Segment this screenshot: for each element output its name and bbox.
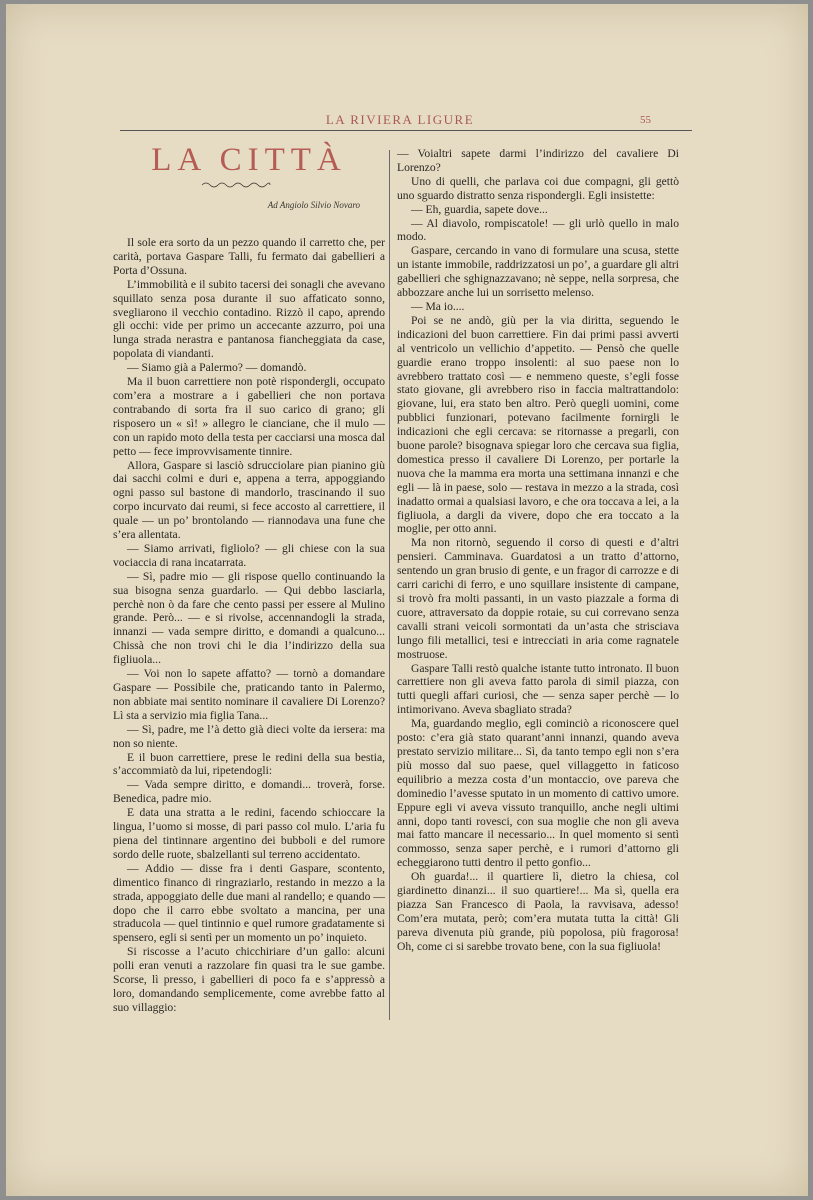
paragraph: — Voi non lo sapete affatto? — tornò a domandare Gaspare — Possibile che, praticando tanto in Palermo, non abbiate mai sentito nominare il cavaliere Di Lorenzo? Lì sta a servizio mia figlia Tana... <box>113 667 385 722</box>
paragraph: — Siamo già a Palermo? — domandò. <box>127 361 307 375</box>
paragraph: Uno di quelli, che parlava coi due compagni, gli gettò uno sguardo distratto senza rispondergli. Egli insistette: <box>397 174 679 202</box>
paragraph: E il buon carrettiere, prese le redini della sua bestia, s’accommiatò da lui, ripetendogli: <box>113 750 385 778</box>
page-number: 55 <box>640 114 651 126</box>
paragraph: — Addio — disse fra i denti Gaspare, scontento, dimentico financo di ringraziarlo, restando in mezzo a la strada, appoggiato delle due mani al randello; e quando — dopo che il carro ebbe svoltato a mancina, per una straducola — quel tintinnio e quel rumore gradatamente si spensero, egli si sentì per un momento un po’ inquieto. <box>113 861 385 945</box>
paragraph: Il sole era sorto da un pezzo quando il carretto che, per carità, portava Gaspare Talli, fu fermato dai gabellieri a Porta d’Ossuna. <box>113 236 385 277</box>
paragraph: — Vada sempre diritto, e domandi... troverà, forse. Benedica, padre mio. <box>113 778 385 806</box>
paragraph: Gaspare, cercando in vano di formulare una scusa, stette un istante immobile, raddrizzatosi un po’, a guardare gli altri gabellieri che sghignazzavano; nè seppe, nella sorpresa, che abbozzare anche lui un sorrisetto melenso. <box>397 244 679 300</box>
paragraph: Si riscosse a l’acuto chicchiriare d’un gallo: alcuni polli eran venuti a razzolare fin quasi tra le sue gambe. Scorse, lì presso, i gabellieri di poco fa e s’appressò a loro, domandando semplicemente, come avrebbe fatto al suo villaggio: <box>113 945 385 1014</box>
paragraph: Allora, Gaspare si lasciò sdrucciolare pian pianino giù dai sacchi colmi e duri e, appena a terra, appoggiando ogni passo sul bastone di mandorlo, trascinando il suo corpo incurvato dai reumi, si fece accosto al carrettiere, il quale — un po’ brontolando — riannodava una fune che s’era allentata. <box>113 458 385 542</box>
paragraph: E data una stratta a le redini, facendo schioccare la lingua, l’uomo si mosse, di pari passo col mulo. L’aria fu piena del tintinnare argentino dei bubboli e del rumore sordo delle ruote, sbalzellanti sul terreno accidentato. <box>113 806 385 861</box>
header-rule <box>120 130 692 131</box>
paragraph: — Sì, padre mio — gli rispose quello continuando la sua bisogna senza guardarlo. — Qui debbo lasciarla, perchè non ò da fare che cento passi per essere al Mulino grande. Però... — e si rivolse, accennandogli la strada, innanzi — vada sempre diritto, e domandi a qualcuno... Chissà che non trovi chi le dia l’indirizzo della sua figliuola... <box>113 569 385 667</box>
title-ornament <box>200 180 272 190</box>
paragraph: Ma non ritornò, seguendo il corso di questi e d’altri pensieri. Camminava. Guardatosi a un tratto d’attorno, sentendo un gran brusio di gente, e un fragor di carrozze e di carri carichi di ferro, e uno squillare insistente di campane, si trovò fra molti passanti, in un vasto piazzale a forma di cuore, attraversato da doppie rotaie, su cui correvano senza cavalli strani veicoli sormontati da un’asta che strisciava lungo fili metallici, tesi e intrecciati in aria come ragnatele mostruose. <box>397 536 679 661</box>
paragraph: L’immobilità e il subito tacersi dei sonagli che avevano squillato senza posa durante il suo affaticato sonno, svegliarono il vecchio contadino. Rizzò il capo, aprendo gli occhi: vide per primo un accecante azzurro, poi una lunga strada nerastra e pantanosa fiancheggiata da case, popolata di viandanti. <box>113 277 385 361</box>
paragraph: — Eh, guardia, sapete dove... <box>411 202 548 216</box>
right-column <box>397 147 679 954</box>
paragraph: Gaspare Talli restò qualche istante tutto intronato. Il buon carrettiere non gli aveva fatto parola di simil piazza, con tutti quegli affari curiosi, che — senza saper perchè — lo intimorivano. Aveva sbagliato strada? <box>397 661 679 717</box>
paragraph: Ma il buon carrettiere non potè rispondergli, occupato com’era a mostrare a i gabellieri che non portava contrabando di sorta fra il suo carico di grano; gli risposero un « sì! » allegro le ciancianе, che il mulo — con un rapido moto della testa per cacciarsi una mosca dal petto — fece improvvisamente tinnire. <box>113 375 385 458</box>
column-divider <box>389 150 390 1020</box>
paragraph: — Voialtri sapete darmi l’indirizzo del cavaliere Di Lorenzo? <box>397 147 679 174</box>
paragraph: Ma, guardando meglio, egli cominciò a riconoscere quel posto: c’era già stato quarant’anni innanzi, quando aveva prestato servizio militare... Sì, da tanto tempo egli non s’era più mosso dal suo paese, quel villaggetto in faticoso equilibrio a mezza costa d’un montaccio, ove pareva che dominedio l’avesse sputato in un momento di cattivo umore. Eppure egli vi aveva vissuto tranquillo, anche negli ultimi anni, dopo tanti rovesci, con sua moglie che non gli aveva mai fatto mancare il necessario... In quel momento si sentì commosso, senza saper perchè, e i rumori d’attorno gli echeggiarono tutti dentro il petto gonfio... <box>397 717 679 870</box>
running-title: LA RIVIERA LIGURE <box>325 112 475 127</box>
left-column <box>113 236 385 1015</box>
paragraph: — Ma io.... <box>411 299 465 313</box>
paragraph: Poi se ne andò, giù per la via diritta, seguendo le indicazioni del buon carrettiere. Fin dai primi passi avverti al ventricolo un vellichio d’appetito. — Pensò che quelle guardie erano troppo insolenti: al suo paese non lo avrebbero trattato così — e nemmeno queste, s’egli fosse stato giovane, gli avrebbero riso in faccia maltrattandolo: giovane, lui, era stato ben altro. Però quegli uomini, come pubblici funzionari, potevano facilmente fornirgli le indicazioni che egli cercava: se ritornasse a pregarli, con buone parole? bisognava spiegar loro che cercava sua figlia, domestica presso il cavaliere Di Lorenzo, per portarle la nuova che la mamma era morta una settimana innanzi e che egli — là in paese, solo — restava in mezzo a la strada, così inadatto ormai a qualsiasi lavoro, e che ora toccava a lei, a la figliuola, a dargli da vivere, dopo che era toccato a la moglie, per otto anni. <box>397 313 679 536</box>
dedication: Ad Angiolo Silvio Novaro <box>267 200 360 210</box>
paragraph: — Sì, padre, me l’à detto già dieci volte da iersera: ma non so niente. <box>113 722 385 750</box>
paragraph: — Siamo arrivati, figliolo? — gli chiese con la sua vociaccia di rana incatarrata. <box>113 541 385 569</box>
story-title: LA CITTÀ <box>151 142 347 178</box>
paragraph: Oh guarda!... il quartiere lì, dietro la chiesa, col giardinetto dinanzi... il suo quartiere!... Ma sì, quella era piazza San Francesco di Paola, la ravvisava, adesso! Com’era mutata, però; com’era mutata tutta la città! Gli pareva divenuta più grande, più popolosa, più fragorosa! Oh, come ci si sarebbe trovato bene, con la sua figliuola! <box>397 870 679 953</box>
paragraph: — Al diavolo, rompiscatole! — gli urlò quello in malo modo. <box>397 216 679 244</box>
